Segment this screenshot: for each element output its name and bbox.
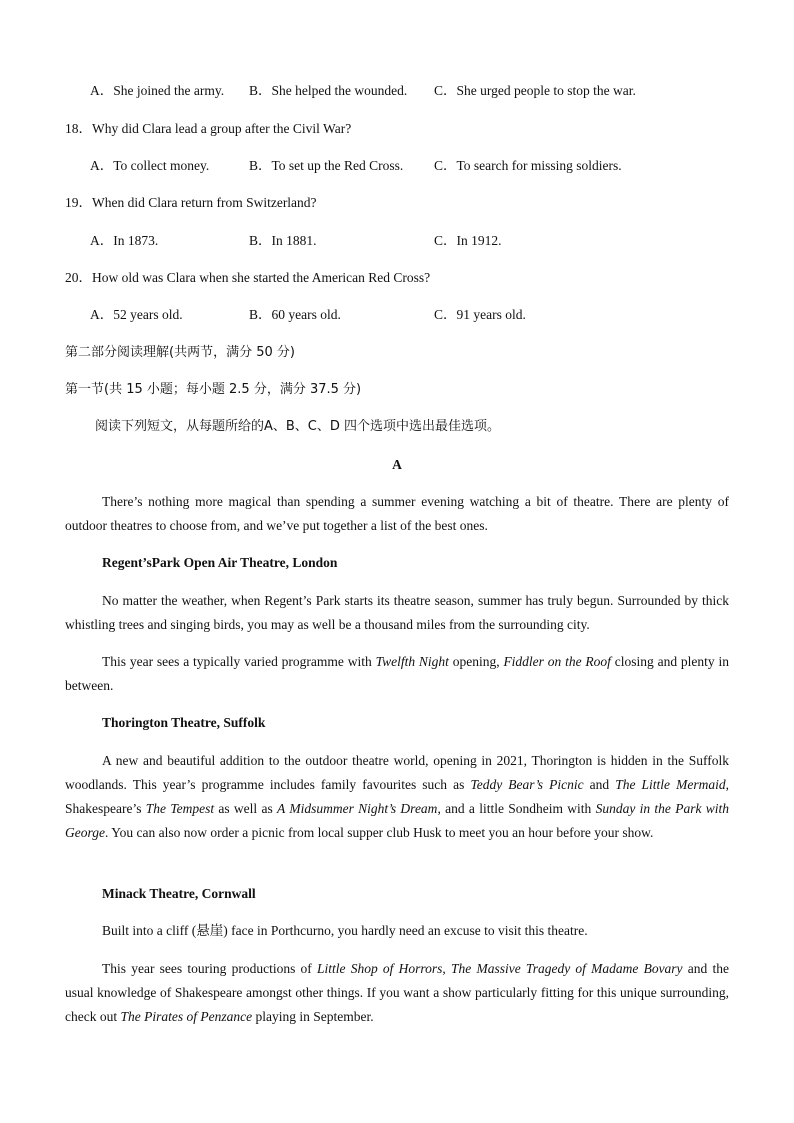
regents-text-2: [65, 650, 729, 698]
text-run: A new and beautiful addition to the outdoor theatre world, opening in 2021, Thorington is hidden in the Suffolk woodlands. This year’s programme includes family favourites such as: [65, 753, 729, 792]
q20-option-c: C．91 years old.: [434, 307, 526, 322]
text-run: This year sees a typically varied programme with: [102, 654, 376, 669]
text-run: and: [583, 777, 616, 792]
passage-intro: [65, 490, 729, 538]
text-run: , Shakespeare’s: [65, 777, 729, 816]
text-run: . You can also now order a picnic from local supper club Husk to meet you an hour before your show.: [105, 825, 654, 840]
q18-option-a: A．To collect money.: [90, 158, 210, 173]
q20-option-b: B．60 years old.: [249, 307, 341, 322]
q18-option-c: C．To search for missing soldiers.: [434, 158, 622, 173]
heading-regents-park: Regent’sPark Open Air Theatre, London: [102, 555, 338, 570]
title-twelfth-night: Twelfth Night: [375, 654, 449, 669]
paragraph-regents-2: [65, 650, 729, 698]
passage-letter: A: [392, 457, 402, 472]
minack-text-1: Built into a cliff (悬崖) face in Porthcurno, you hardly need an excuse to visit this theatre.: [102, 923, 588, 938]
text-run: , and a little Sondheim with: [437, 801, 596, 816]
q19-option-c: C．In 1912.: [434, 233, 502, 248]
text-run: This year sees touring productions of: [102, 961, 317, 976]
paragraph-regents-1: [65, 589, 729, 637]
q18-question: 18．Why did Clara lead a group after the Civil War?: [65, 121, 352, 136]
q20-question: 20．How old was Clara when she started the American Red Cross?: [65, 270, 431, 285]
title-the-tempest: The Tempest: [145, 801, 215, 816]
title-pirates-of-penzance: The Pirates of Penzance: [120, 1009, 253, 1024]
paragraph-minack-2: [65, 957, 729, 1029]
text-run: closing and plenty in between.: [65, 654, 729, 693]
instruction: 阅读下列短文，从每题所给的A、B、C、D 四个选项中选出最佳选项。: [95, 419, 501, 434]
title-little-shop-of-horrors: Little Shop of Horrors: [317, 961, 443, 976]
paragraph-thorington: [65, 749, 729, 845]
title-madame-bovary: The Massive Tragedy of Madame Bovary: [451, 961, 683, 976]
paragraph-minack-1: [65, 919, 729, 943]
q19-question: 19．When did Clara return from Switzerland?: [65, 195, 317, 210]
heading-minack: Minack Theatre, Cornwall: [102, 886, 256, 901]
title-midsummer-nights-dream: A Midsummer Night’s Dream: [277, 801, 438, 816]
heading-thorington: Thorington Theatre, Suffolk: [102, 715, 266, 730]
minack-text-2: [65, 957, 729, 1029]
title-fiddler-on-the-roof: Fiddler on the Roof: [503, 654, 611, 669]
text-run: and the usual knowledge of Shakespeare amongst other things. If you want a show particularly fitting for this unique surrounding, check out: [65, 961, 729, 1024]
intro-text: There’s nothing more magical than spending a summer evening watching a bit of theatre. There are plenty of outdoor theatres to choose from, and we’ve put together a list of the best ones.: [65, 494, 729, 533]
text-run: ,: [442, 961, 452, 976]
part2-title: 第二部分阅读理解(共两节，满分 50 分): [65, 345, 295, 360]
q19-option-b: B．In 1881.: [249, 233, 317, 248]
thorington-text: [65, 749, 729, 845]
section1-title: 第一节(共 15 小题；每小题 2.5 分，满分 37.5 分): [65, 382, 362, 397]
q19-option-a: A．In 1873.: [90, 233, 159, 248]
q20-option-a: A．52 years old.: [90, 307, 183, 322]
q17-option-b: B．She helped the wounded.: [249, 83, 408, 98]
q17-option-a: A．She joined the army.: [90, 83, 225, 98]
title-little-mermaid: The Little Mermaid: [615, 777, 726, 792]
title-sunday-in-the-park: Sunday in the Park with George: [65, 801, 730, 840]
q17-option-c: C．She urged people to stop the war.: [434, 83, 636, 98]
title-teddy-bears-picnic: Teddy Bear’s Picnic: [470, 777, 584, 792]
text-run: as well as: [214, 801, 278, 816]
text-run: opening,: [448, 654, 504, 669]
regents-text-1: No matter the weather, when Regent’s Park starts its theatre season, summer has truly begun. Surrounded by thick whistling trees and singing birds, you may as well be a thousand miles from the surrounding city.: [65, 593, 729, 632]
text-run: playing in September.: [252, 1009, 374, 1024]
q18-option-b: B．To set up the Red Cross.: [249, 158, 404, 173]
